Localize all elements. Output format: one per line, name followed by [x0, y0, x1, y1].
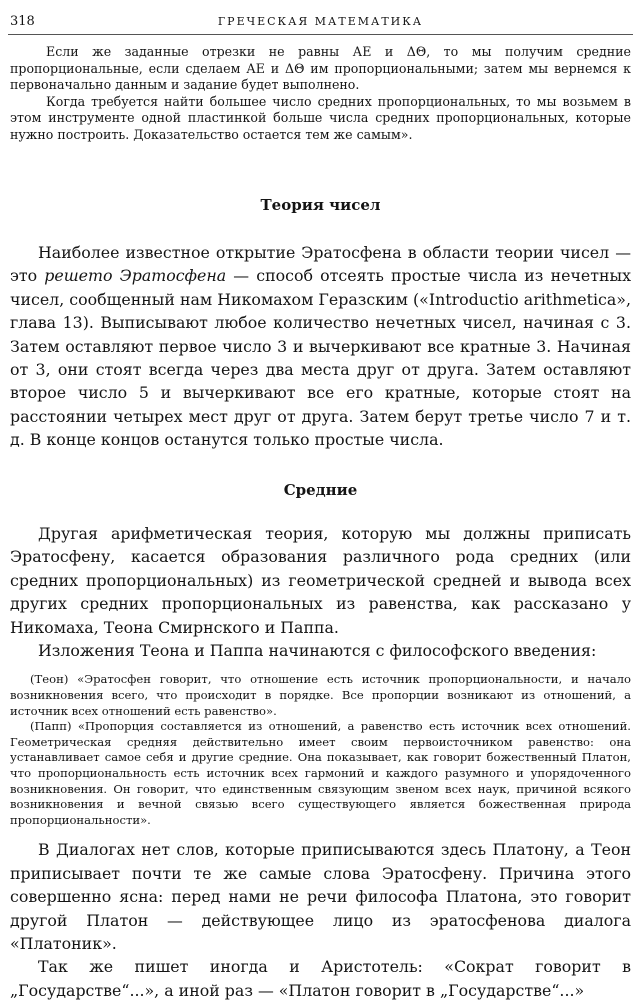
- section-number-theory-body: [10, 241, 631, 452]
- number-theory-text-a: Наиболее известное открытие Эратосфена в области теории чисел — это: [10, 243, 631, 286]
- quote-theon: (Теон) «Эратосфен говорит, что отношение есть источник пропорциональности, и начало возникновения всего, что происходит в порядке. Все пропорции возникают из отношений, а источник всех отношений есть равенство».: [10, 672, 631, 718]
- sieve-term: решето Эратосфена: [44, 266, 227, 286]
- top-paragraphs: [10, 44, 631, 144]
- page-number: 318: [10, 14, 35, 29]
- intro-paragraph-1: Если же заданные отрезки не равны АЕ и ΔΘ, то мы получим средние пропорциональные, если сделаем АЕ и ΔΘ им пропорциональными; затем мы вернемся к первоначально данным и задание будет выполнено.: [10, 44, 631, 93]
- means-paragraph-1: Другая арифметическая теория, которую мы должны приписать Эратосфену, касается образования различного рода средних (или средних пропорциональных) из геометрической средней и вывода всех других средних пропорциональных из равенства, как рассказано у Никомаха, Теона Смирнского и Паппа.: [10, 524, 631, 637]
- number-theory-paragraph: [10, 241, 631, 452]
- section-title-means: Средние: [283, 481, 358, 499]
- intro-paragraph-2: Когда требуется найти большее число средних пропорциональных, то мы возьмем в этом инструменте одной пластинкой больше числа средних пропорциональных, которые нужно построить. Доказательство остается тем же самым».: [10, 93, 631, 142]
- section-means-body: [10, 522, 631, 1002]
- quote-pappus: (Папп) «Пропорция составляется из отношений, а равенство есть источник всех отношений. Геометрическая средняя действительно имеет своим первоисточником равенство: она устанавливает самое себя и другие средние. Она показывает, как говорит божественный Платон, что пропорциональность есть источник всех гармоний и каждого разумного и упорядоченного возникновения. Он говорит, что единственным связующим звеном всех наук, причиной всякого возникновения и вечной связью всего существующего является божественная природа пропорциональности».: [10, 719, 631, 827]
- means-paragraph-3: В Диалогах нет слов, которые приписываются здесь Платону, а Теон приписывает почти те же самые слова Эратосфену. Причина этого совершенно ясна: перед нами не речи философа Платона, это говорит другой Платон — действующее лицо из эратосфенова диалога «Платоник».: [10, 840, 631, 953]
- means-paragraph-2: Изложения Теона и Паппа начинаются с философского введения:: [38, 641, 597, 661]
- section-title-number-theory: Теория чисел: [260, 196, 381, 214]
- running-title: ГРЕЧЕСКАЯ МАТЕМАТИКА: [217, 15, 424, 28]
- page-header: [8, 12, 633, 35]
- number-theory-text-b: — способ отсеять простые числа из нечетных чисел, сообщенный нам Никомахом Геразским («Introductio arithmetica», глава 13). Выписывают любое количество нечетных чисел, начиная с 3. Затем оставляют первое число 3 и вычеркивают все кратные 3. Начиная от 3, они стоят всегда через два места друг от друга. Затем оставляют второе число 5 и вычеркивают все его кратные, которые стоят на расстоянии четырех мест друг от друга. Затем берут третье число 7 и т. д. В конце концов останутся только простые числа.: [10, 266, 631, 450]
- means-paragraph-4: Так же пишет иногда и Аристотель: «Сократ говорит в „Государстве“...», а иной раз — «Платон говорит в „Государстве“...»: [10, 957, 631, 1000]
